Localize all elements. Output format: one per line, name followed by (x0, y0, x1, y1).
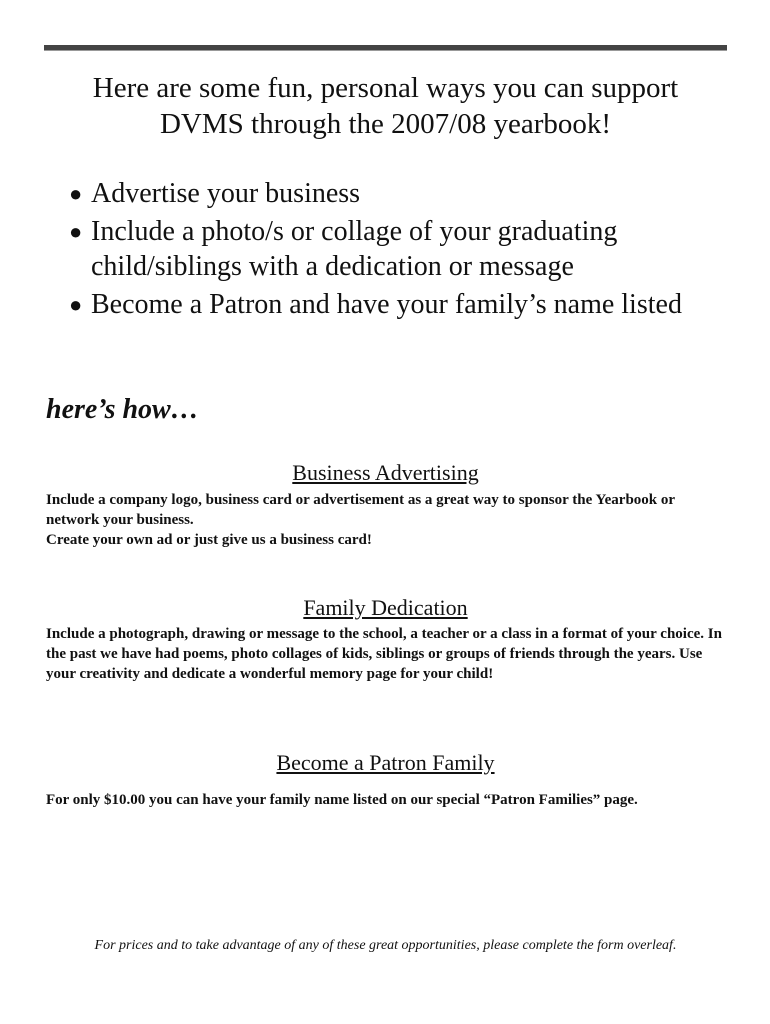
support-options-list (68, 176, 728, 325)
bullet-icon: ● (69, 181, 83, 206)
family-dedication-title: Family Dedication (303, 595, 468, 620)
headline-line-2: DVMS through the 2007/08 yearbook! (159, 108, 612, 140)
footer-note: For prices and to take advantage of any of these great opportunities, please complete the form overleaf. (94, 938, 677, 953)
top-rule (44, 45, 727, 51)
patron-family-title: Become a Patron Family (276, 750, 495, 775)
family-dedication-body: Include a photograph, drawing or message to the school, a teacher or a class in a format of your choice. In the past we have had poems, photo collages of kids, siblings or groups of friends through the years. Use your creativity and dedicate a wonderful memory page for your child! (46, 626, 722, 682)
headline (44, 70, 727, 142)
business-advertising-body: Include a company logo, business card or advertisement as a great way to sponsor the Yearbook or network your business. Create your own ad or just give us a business card! (46, 492, 675, 548)
heres-how-heading: here’s how… (46, 394, 199, 425)
patron-family-body: For only $10.00 you can have your family name listed on our special “Patron Families” page. (46, 792, 638, 808)
list-item: ● Advertise your business (69, 178, 361, 209)
business-advertising-title: Business Advertising (292, 460, 479, 485)
list-item: ● Include a photo/s or collage of your graduating child/siblings with a dedication or message (69, 216, 618, 282)
headline-line-1: Here are some fun, personal ways you can support (92, 72, 679, 104)
bullet-icon: ● (69, 219, 83, 244)
bullet-icon: ● (69, 292, 83, 317)
list-item: ● Become a Patron and have your family’s name listed (69, 289, 682, 320)
